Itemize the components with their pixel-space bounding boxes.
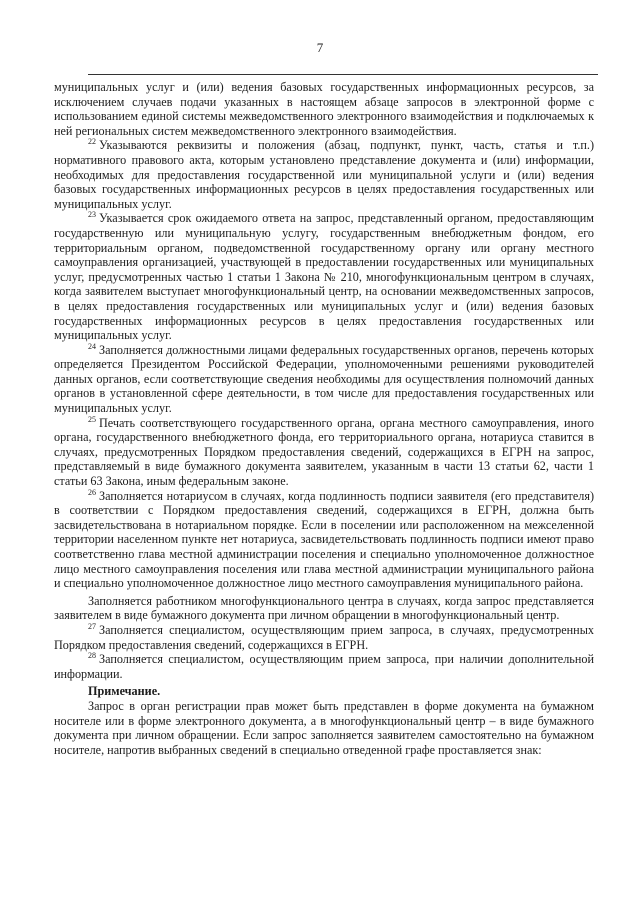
paragraph-mfc: Заполняется работником многофункционального центра в случаях, когда запрос представляется заявителем в виде бумажного документа при личном обращении в многофункциональный центр. <box>54 593 594 623</box>
footnote-24: $^{24}$ Заполняется должностными лицами федеральных государственных органов, перечень которых определяется Президентом Российской Федерации, уполномоченными решениями руководителей данных органов, если соответствующие сведения необходимы для осуществления полномочий данных органов в установленной сфере деятельности, в том числе для предоставления государственных или муниципальных услуг. <box>54 341 594 416</box>
document-body <box>54 80 594 757</box>
footnote-marker: 28 <box>88 651 96 661</box>
footnote-marker: 22 <box>88 137 96 147</box>
note-title: Примечание. <box>88 684 161 699</box>
footnote-marker: 25 <box>88 414 96 424</box>
footnote-marker: 27 <box>88 621 96 631</box>
footnote-22: $^{22}$ Указываются реквизиты и положения (абзац, подпункт, пункт, часть, статья и т.п.) нормативного правового акта, которым установлено представление документа и (или) информации, необходимых для предоставления государственной или муниципальной услуги и (или) ведения базовых государственных информационных ресурсов в целях предоставления государственных или муниципальных услуг. <box>54 137 594 211</box>
page-number: 7 <box>316 40 324 55</box>
header-divider <box>88 74 598 75</box>
footnote-25: $^{25}$ Печать соответствующего государственного органа, органа местного самоуправления, иного органа, государственного внебюджетного фонда, его территориального органа, нотариуса ставится в случаях, предусмотренных Порядком предоставления сведений, содержащихся в ЕГРН на запрос, представляемый в виде бумажного документа заявителем, указанным в части 13 статьи 62, части 1 статьи 63 Закона, иным федеральным законе. <box>54 414 594 489</box>
footnote-marker: 24 <box>88 341 96 351</box>
footnote-28: $^{28}$ Заполняется специалистом, осуществляющим прием запроса, при наличии дополнительной информации. <box>54 651 594 681</box>
footnote-23: $^{23}$ Указывается срок ожидаемого ответа на запрос, представленный органом, предоставляющим государственную или муниципальную услугу, государственным внебюджетным фондом, его территориальным органом, подведомственной государственному органу или органу местного самоуправления организацией, участвующей в предоставлении государственных или муниципальных услуг, предусмотренных частью 1 статьи 1 Закона № 210, многофункциональным центром в случаях, когда заявителем выступает многофункциональный центр, на основании межведомственных запросов, в целях предоставления государственных или муниципальных услуг и (или) ведения базовых государственных информационных ресурсов в целях предоставления государственных или муниципальных услуг. <box>54 210 594 343</box>
footnote-27: $^{27}$ Заполняется специалистом, осуществляющим прием запроса, в случаях, предусмотренных Порядком предоставления сведений, содержащихся в ЕГРН. <box>54 621 594 652</box>
footnote-marker: 26 <box>88 487 96 497</box>
note-text: Запрос в орган регистрации прав может быть представлен в форме документа на бумажном носителе или в форме электронного документа, а в многофункциональный центр – в виде бумажного документа при личном обращении. Если запрос заполняется заявителем самостоятельно на бумажном носителе, напротив выбранных сведений в специально отведенной графе проставляется знак: <box>54 698 594 757</box>
paragraph-continuation: муниципальных услуг и (или) ведения базовых государственных информационных ресурсов, за исключением случаев подачи указанных в настоящем абзаце запросов в электронной форме с использованием единой системы межведомственного электронного взаимодействия и подключаемых к ней региональных систем межведомственного электронного взаимодействия. <box>54 80 594 138</box>
footnote-26: $^{26}$ Заполняется нотариусом в случаях, когда подлинность подписи заявителя (его представителя) в соответствии с Порядком предоставления сведений, содержащихся в ЕГРН, должна быть засвидетельствована в нотариальном порядке. Если в поселении или расположенном на межселенной территории населенном пункте нет нотариуса, засвидетельствовать подлинность подписи имеют право соответственно глава местной администрации поселения и специально уполномоченное должностное лицо местного самоуправления поселения или глава местной администрации муниципального района и специально уполномоченное должностное лицо местного самоуправления муниципального района. <box>54 487 594 591</box>
footnote-marker: 23 <box>88 210 96 220</box>
